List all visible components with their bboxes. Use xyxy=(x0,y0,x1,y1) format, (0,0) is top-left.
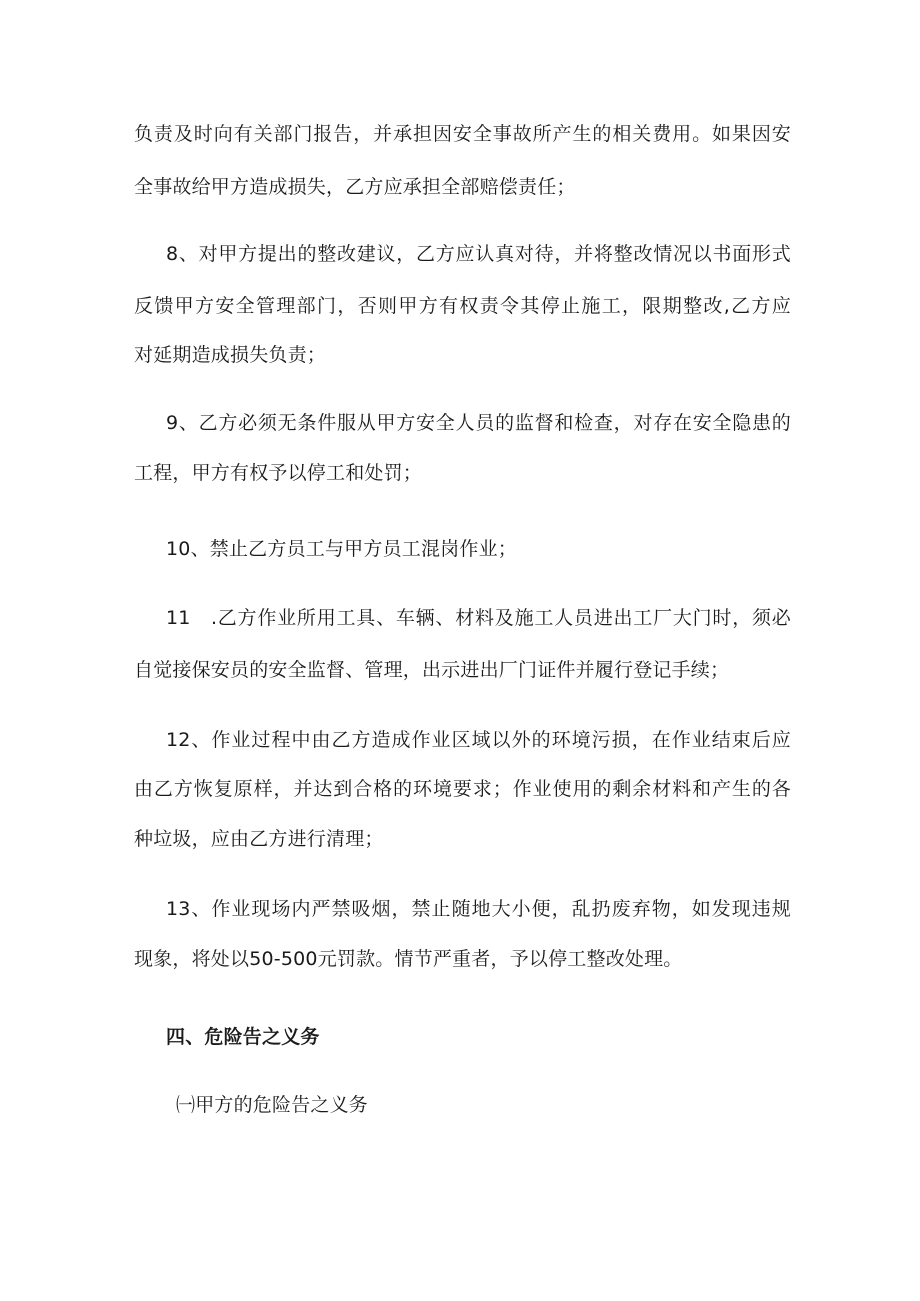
paragraph-line: 13、作业现场内严禁吸烟，禁止随地大小便，乱扔废弃物，如发现违规 xyxy=(166,898,791,920)
paragraph-line: 全事故给甲方造成损失，乙方应承担全部赔偿责任； xyxy=(134,176,576,198)
paragraph-line: 12、作业过程中由乙方造成作业区域以外的环境污损，在作业结束后应 xyxy=(166,729,791,751)
paragraph-line: 工程，甲方有权予以停工和处罚； xyxy=(134,462,423,484)
paragraph-line: 对延期造成损失负责； xyxy=(134,344,327,366)
paragraph-line: 9、乙方必须无条件服从甲方安全人员的监督和检查，对存在安全隐患的 xyxy=(166,412,791,434)
subsection-heading: ㈠甲方的危险告之义务 xyxy=(176,1094,369,1116)
paragraph-line: 8、对甲方提出的整改建议，乙方应认真对待，并将整改情况以书面形式 xyxy=(166,243,791,265)
paragraph-line: 现象，将处以50-500元罚款。情节严重者，予以停工整改处理。 xyxy=(134,948,683,970)
paragraph-line: 11 .乙方作业所用工具、车辆、材料及施工人员进出工厂大门时，须必 xyxy=(166,607,791,629)
paragraph-line: 自觉接保安员的安全监督、管理，出示进出厂门证件并履行登记手续； xyxy=(134,659,730,681)
paragraph-line: 负责及时向有关部门报告，并承担因安全事故所产生的相关费用。如果因安 xyxy=(134,123,791,145)
paragraph-line: 10、禁止乙方员工与甲方员工混岗作业； xyxy=(166,538,517,560)
paragraph-line: 反馈甲方安全管理部门，否则甲方有权责令其停止施工，限期整改,乙方应 xyxy=(134,295,791,317)
paragraph-line: 种垃圾，应由乙方进行清理； xyxy=(134,828,384,850)
section-heading: 四、危险告之义务 xyxy=(166,1026,320,1048)
paragraph-line: 由乙方恢复原样，并达到合格的环境要求；作业使用的剩余材料和产生的各 xyxy=(134,778,791,800)
